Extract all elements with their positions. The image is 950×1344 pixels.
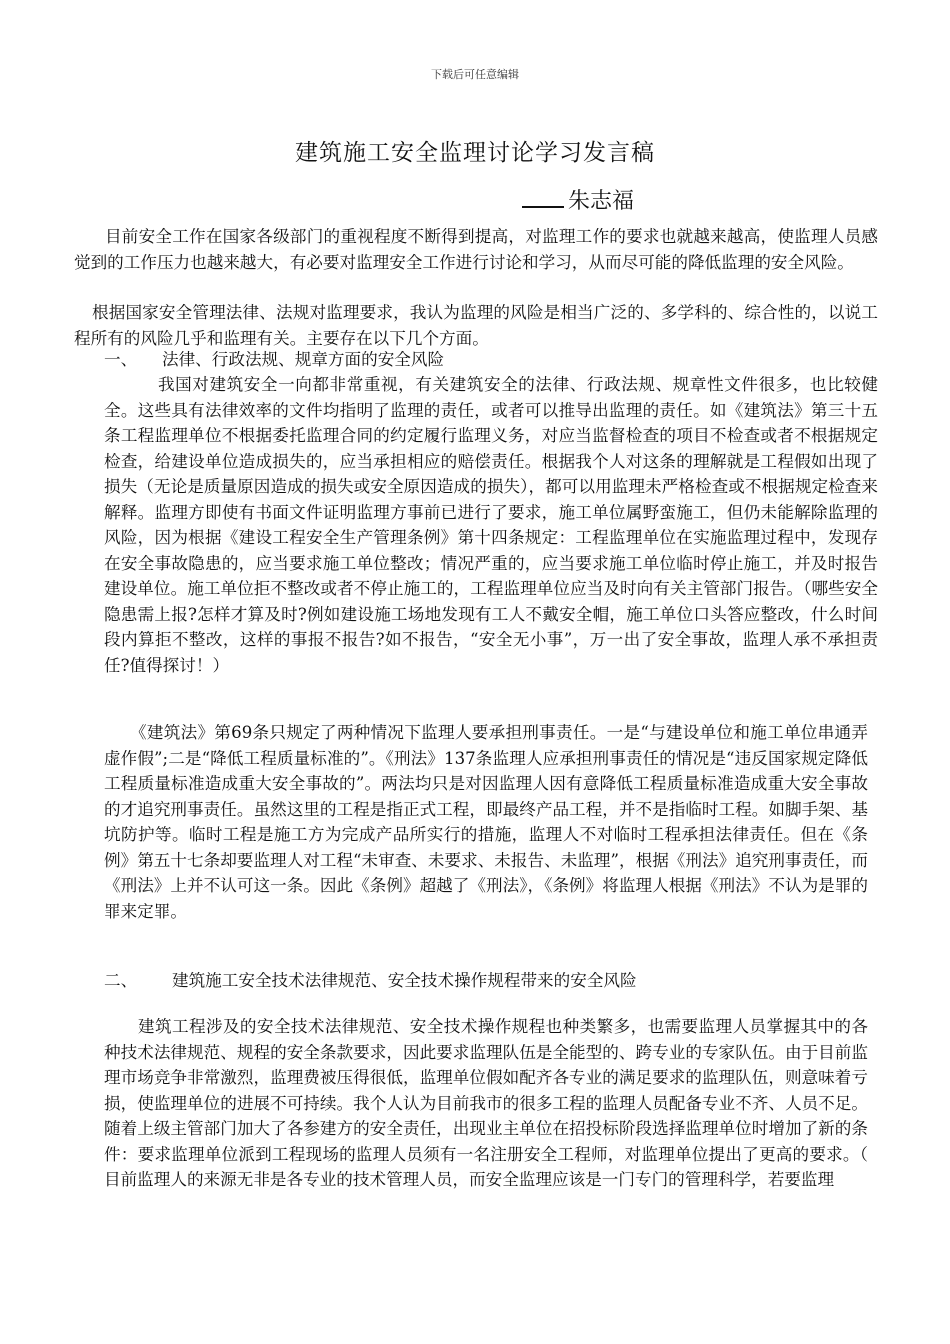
paragraph-intro: 目前安全工作在国家各级部门的重视程度不断得到提高，对监理工作的要求也就越来越高，使监理人员感觉到的工作压力也越来越大，有必要对监理安全工作进行讨论和学习，从而尽可能的降低监理的安全风险。 (74, 227, 878, 272)
section-heading-2 (104, 968, 864, 994)
paragraph-overview: 根据国家安全管理法律、法规对监理要求，我认为监理的风险是相当广泛的、多学科的、综合性的，以说工程所有的风险几乎和监理有关。主要存在以下几个方面。 (74, 303, 878, 348)
author-name: 朱志福 (568, 189, 635, 214)
section-title-2: 建筑施工安全技术法律规范、安全技术操作规程带来的安全风险 (172, 971, 637, 990)
section-heading-1 (104, 347, 804, 373)
section-title-1: 法律、行政法规、规章方面的安全风险 (162, 350, 445, 369)
blank-underline (522, 188, 564, 208)
section-number-2: 二、 (104, 971, 138, 990)
author-line (522, 184, 634, 215)
paragraph-section-1b: 《建筑法》第69条只规定了两种情况下监理人要承担刑事责任。一是“与建设单位和施工单位串通弄虚作假”;二是“降低工程质量标准的”。《刑法》137条监理人应承担刑事责任的情况是“违反国家规定降低工程质量标准造成重大安全事故的”。两法均只是对因监理人因有意降低工程质量标准造成重大安全事故的才追究刑事责任。虽然这里的工程是指正式工程，即最终产品工程，并不是指临时工程。如脚手架、基坑防护等。临时工程是施工方为完成产品所实行的措施，监理人不对临时工程承担法律责任。但在《条例》第五十七条却要监理人对工程“未审查、未要求、未报告、未监理”，根据《刑法》追究刑事责任，而《刑法》上并不认可这一条。因此《条例》超越了《刑法》，《条例》将监理人根据《刑法》不认为是罪的罪来定罪。 (104, 723, 868, 921)
paragraph-section-1a: 我国对建筑安全一向都非常重视，有关建筑安全的法律、行政法规、规章性文件很多，也比较健全。这些具有法律效率的文件均指明了监理的责任，或者可以推导出监理的责任。如《建筑法》第三十五条工程监理单位不根据委托监理合同的约定履行监理义务，对应当监督检查的项目不检查或者不根据规定检查，给建设单位造成损失的，应当承担相应的赔偿责任。根据我个人对这条的理解就是工程假如出现了损失（无论是质量原因造成的损失或安全原因造成的损失），都可以用监理未严格检查或不根据规定检查来解释。监理方即使有书面文件证明监理方事前已进行了要求，施工单位属野蛮施工，但仍未能解除监理的风险，因为根据《建设工程安全生产管理条例》第十四条规定：工程监理单位在实施监理过程中，发现存在安全事故隐患的，应当要求施工单位整改；情况严重的，应当要求施工单位临时停止施工，并及时报告建设单位。施工单位拒不整改或者不停止施工的，工程监理单位应当及时向有关主管部门报告。（哪些安全隐患需上报?怎样才算及时?例如建设施工场地发现有工人不戴安全帽，施工单位口头答应整改，什么时间段内算拒不整改，这样的事报不报告?如不报告，“安全无小事”，万一出了安全事故，监理人承不承担责任?值得探讨！） (104, 375, 878, 675)
document-title: 建筑施工安全监理讨论学习发言稿 (295, 140, 655, 166)
section-number-1: 一、 (104, 350, 138, 369)
header-note: 下载后可任意编辑 (431, 68, 519, 81)
paragraph-section-2a: 建筑工程涉及的安全技术法律规范、安全技术操作规程也种类繁多，也需要监理人员掌握其中的各种技术法律规范、规程的安全条款要求，因此要求监理队伍是全能型的、跨专业的专家队伍。由于目前监理市场竞争非常激烈，监理费被压得很低，监理单位假如配齐各专业的满足要求的监理队伍，则意味着亏损，使监理单位的进展不可持续。我个人认为目前我市的很多工程的监理人员配备专业不齐、人员不足。随着上级主管部门加大了各参建方的安全责任，出现业主单位在招投标阶段选择监理单位时增加了新的条件：要求监理单位派到工程现场的监理人员须有一名注册安全工程师，对监理单位提出了更高的要求。（ 目前监理人的来源无非是各专业的技术管理人员，而安全监理应该是一门专门的管理科学，若要监理 (104, 1017, 868, 1189)
